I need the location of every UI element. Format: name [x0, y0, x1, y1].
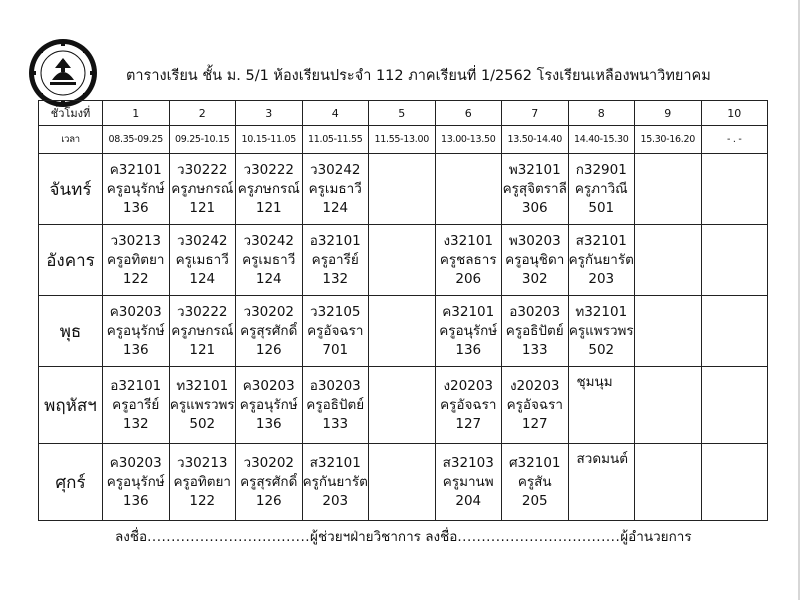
class-cell	[236, 367, 303, 444]
room-number: 124	[255, 270, 282, 287]
room-number: 206	[455, 270, 482, 287]
period-number: 2	[169, 101, 236, 126]
signature-dots-2: ..................................	[457, 529, 621, 545]
room-number: 136	[255, 415, 282, 432]
class-cell	[302, 367, 369, 444]
period-header-label: ชั่วโมงที่	[39, 101, 103, 126]
period-time: - . -	[701, 126, 768, 154]
class-cell	[502, 154, 569, 225]
empty-cell	[635, 154, 702, 225]
day-name: พุธ	[39, 296, 103, 367]
period-time: 11.05-11.55	[302, 126, 369, 154]
empty-cell	[701, 367, 768, 444]
time-header-row	[39, 126, 768, 154]
subject-code: ง20203	[443, 377, 494, 394]
class-cell	[169, 296, 236, 367]
class-cell	[169, 225, 236, 296]
role-director: ผู้อำนวยการ	[620, 529, 692, 545]
room-number: 133	[521, 341, 548, 358]
room-number: 126	[255, 341, 282, 358]
teacher-name: ครูอารีย์	[112, 396, 160, 413]
period-time: 11.55-13.00	[369, 126, 436, 154]
teacher-name: ครูอธิปัตย์	[505, 322, 564, 339]
period-time: 13.00-13.50	[435, 126, 502, 154]
class-cell	[169, 154, 236, 225]
room-number: 124	[322, 199, 349, 216]
subject-code: อ32101	[309, 232, 361, 249]
subject-code: ว30213	[176, 454, 228, 471]
day-row	[39, 225, 768, 296]
teacher-name: ครูอนุชิดา	[505, 251, 565, 268]
period-header-row	[39, 101, 768, 126]
teacher-name: ครูกันยารัต	[568, 251, 634, 268]
class-cell	[103, 154, 170, 225]
subject-code: ว30213	[110, 232, 162, 249]
room-number: 203	[588, 270, 615, 287]
empty-cell	[635, 444, 702, 521]
empty-cell	[369, 367, 436, 444]
class-cell	[502, 367, 569, 444]
sign-label-2: ลงชื่อ	[425, 529, 458, 545]
period-number: 10	[701, 101, 768, 126]
class-cell	[435, 225, 502, 296]
teacher-name: ครูสุรศักดิ์	[240, 322, 298, 339]
day-row	[39, 367, 768, 444]
school-seal-logo	[28, 38, 98, 108]
teacher-name: ครูอธิปัตย์	[306, 396, 365, 413]
class-cell	[236, 154, 303, 225]
subject-code: ว30242	[176, 232, 228, 249]
class-cell	[302, 225, 369, 296]
room-number: 136	[122, 341, 149, 358]
empty-cell	[635, 367, 702, 444]
room-number: 136	[122, 199, 149, 216]
period-number: 5	[369, 101, 436, 126]
room-number: 132	[122, 415, 149, 432]
signature-dots-1: ..................................	[147, 529, 311, 545]
day-row	[39, 296, 768, 367]
class-cell	[169, 444, 236, 521]
room-number: 124	[189, 270, 216, 287]
teacher-name: ครูภษกรณ์	[171, 322, 234, 339]
teacher-name: ครูอนุรักษ์	[106, 473, 165, 490]
subject-code: ว32105	[309, 303, 361, 320]
empty-cell	[369, 296, 436, 367]
subject-code: พ30203	[508, 232, 561, 249]
empty-cell	[435, 154, 502, 225]
class-cell	[103, 367, 170, 444]
class-cell	[103, 225, 170, 296]
teacher-name: ครูกันยารัต	[302, 473, 368, 490]
class-cell	[502, 296, 569, 367]
class-cell	[169, 367, 236, 444]
subject-code: ค32101	[109, 161, 162, 178]
teacher-name: ครูอนุรักษ์	[106, 180, 165, 197]
period-number: 1	[103, 101, 170, 126]
class-cell	[435, 296, 502, 367]
role-academic-assistant: ผู้ช่วยฯฝ่ายวิชาการ	[310, 529, 421, 545]
room-number: 502	[588, 341, 615, 358]
period-number: 6	[435, 101, 502, 126]
teacher-name: ครูอนุรักษ์	[106, 322, 165, 339]
room-number: 701	[322, 341, 349, 358]
subject-code: อ30203	[509, 303, 561, 320]
teacher-name: ครูภษกรณ์	[171, 180, 234, 197]
teacher-name: ครูอัจฉรา	[506, 396, 563, 413]
day-row	[39, 444, 768, 521]
class-cell	[236, 444, 303, 521]
sign-label-1: ลงชื่อ	[115, 529, 148, 545]
subject-code: ท32101	[176, 377, 229, 394]
subject-code: ว30202	[243, 303, 295, 320]
teacher-name: ครูอทิตยา	[106, 251, 165, 268]
class-cell	[568, 296, 635, 367]
class-cell	[435, 444, 502, 521]
room-number: 133	[322, 415, 349, 432]
subject-code: อ30203	[309, 377, 361, 394]
teacher-name: ครูชลธาร	[439, 251, 497, 268]
room-number: 205	[521, 492, 548, 509]
room-number: 136	[455, 341, 482, 358]
teacher-name: ครูเมธาวี	[242, 251, 296, 268]
subject-code: ศ32101	[508, 454, 561, 471]
class-cell	[302, 296, 369, 367]
teacher-name: ครูสุจิตราลี	[502, 180, 567, 197]
room-number: 302	[521, 270, 548, 287]
class-cell	[302, 444, 369, 521]
teacher-name: ครูอารีย์	[311, 251, 359, 268]
subject-code: พ32101	[508, 161, 561, 178]
teacher-name: ครูภาวิณี	[574, 180, 628, 197]
period-time: 09.25-10.15	[169, 126, 236, 154]
empty-cell	[701, 296, 768, 367]
subject-code: ว30222	[243, 161, 295, 178]
empty-cell	[635, 225, 702, 296]
period-time: 13.50-14.40	[502, 126, 569, 154]
subject-code: ก32901	[575, 161, 627, 178]
period-time: 08.35-09.25	[103, 126, 170, 154]
day-name: พฤหัสฯ	[39, 367, 103, 444]
teacher-name: ครูอนุรักษ์	[239, 396, 298, 413]
room-number: 127	[521, 415, 548, 432]
period-number: 8	[568, 101, 635, 126]
class-cell	[502, 225, 569, 296]
class-cell	[103, 444, 170, 521]
teacher-name: ครูเมธาวี	[308, 180, 362, 197]
room-number: 204	[455, 492, 482, 509]
class-cell	[236, 296, 303, 367]
subject-code: ว30202	[243, 454, 295, 471]
class-cell	[103, 296, 170, 367]
room-number: 501	[588, 199, 615, 216]
activity-label: ชุมนุม	[576, 374, 613, 390]
subject-code: ค32101	[442, 303, 495, 320]
teacher-name: ครูแพรวพร	[169, 396, 235, 413]
subject-code: ว30242	[309, 161, 361, 178]
subject-code: ง32101	[443, 232, 494, 249]
room-number: 122	[122, 270, 149, 287]
room-number: 121	[255, 199, 282, 216]
room-number: 203	[322, 492, 349, 509]
subject-code: ค30203	[109, 454, 162, 471]
class-cell	[568, 444, 635, 521]
room-number: 306	[521, 199, 548, 216]
subject-code: ส32101	[575, 232, 627, 249]
empty-cell	[701, 225, 768, 296]
period-time: 10.15-11.05	[236, 126, 303, 154]
day-name: ศุกร์	[39, 444, 103, 521]
activity-label: สวดมนต์	[576, 451, 628, 467]
class-cell	[435, 367, 502, 444]
subject-code: ค30203	[242, 377, 295, 394]
period-number: 9	[635, 101, 702, 126]
subject-code: ท32101	[575, 303, 628, 320]
subject-code: อ32101	[110, 377, 162, 394]
subject-code: ส32101	[309, 454, 361, 471]
teacher-name: ครูอัจฉรา	[307, 322, 364, 339]
class-cell	[502, 444, 569, 521]
document-title: ตารางเรียน ชั้น ม. 5/1 ห้องเรียนประจำ 112 ภาคเรียนที่ 1/2562 โรงเรียนเหลืองพนาวิทยาคม	[126, 68, 711, 84]
teacher-name: ครูสัน	[517, 473, 552, 490]
subject-code: ว30222	[176, 303, 228, 320]
subject-code: ง20203	[509, 377, 560, 394]
room-number: 121	[189, 341, 216, 358]
teacher-name: ครูเมธาวี	[175, 251, 229, 268]
teacher-name: ครูอทิตยา	[173, 473, 232, 490]
period-time: 15.30-16.20	[635, 126, 702, 154]
room-number: 132	[322, 270, 349, 287]
room-number: 121	[189, 199, 216, 216]
day-name: จันทร์	[39, 154, 103, 225]
room-number: 126	[255, 492, 282, 509]
period-time: 14.40-15.30	[568, 126, 635, 154]
subject-code: ว30222	[176, 161, 228, 178]
subject-code: ว30242	[243, 232, 295, 249]
class-cell	[568, 225, 635, 296]
empty-cell	[369, 154, 436, 225]
empty-cell	[701, 154, 768, 225]
teacher-name: ครูสุรศักดิ์	[240, 473, 298, 490]
teacher-name: ครูแพรวพร	[568, 322, 634, 339]
room-number: 122	[189, 492, 216, 509]
class-cell	[302, 154, 369, 225]
room-number: 502	[189, 415, 216, 432]
class-cell	[568, 154, 635, 225]
period-number: 3	[236, 101, 303, 126]
empty-cell	[369, 225, 436, 296]
day-name: อังคาร	[39, 225, 103, 296]
time-header-label: เวลา	[39, 126, 103, 154]
room-number: 136	[122, 492, 149, 509]
subject-code: ส32103	[442, 454, 494, 471]
teacher-name: ครูมานพ	[442, 473, 494, 490]
period-number: 7	[502, 101, 569, 126]
subject-code: ค30203	[109, 303, 162, 320]
empty-cell	[635, 296, 702, 367]
teacher-name: ครูภษกรณ์	[237, 180, 300, 197]
period-number: 4	[302, 101, 369, 126]
class-cell	[568, 367, 635, 444]
signature-line	[115, 525, 692, 547]
room-number: 127	[455, 415, 482, 432]
timetable	[38, 100, 768, 521]
class-cell	[236, 225, 303, 296]
empty-cell	[701, 444, 768, 521]
empty-cell	[369, 444, 436, 521]
day-row	[39, 154, 768, 225]
teacher-name: ครูอัจฉรา	[440, 396, 497, 413]
teacher-name: ครูอนุรักษ์	[439, 322, 498, 339]
